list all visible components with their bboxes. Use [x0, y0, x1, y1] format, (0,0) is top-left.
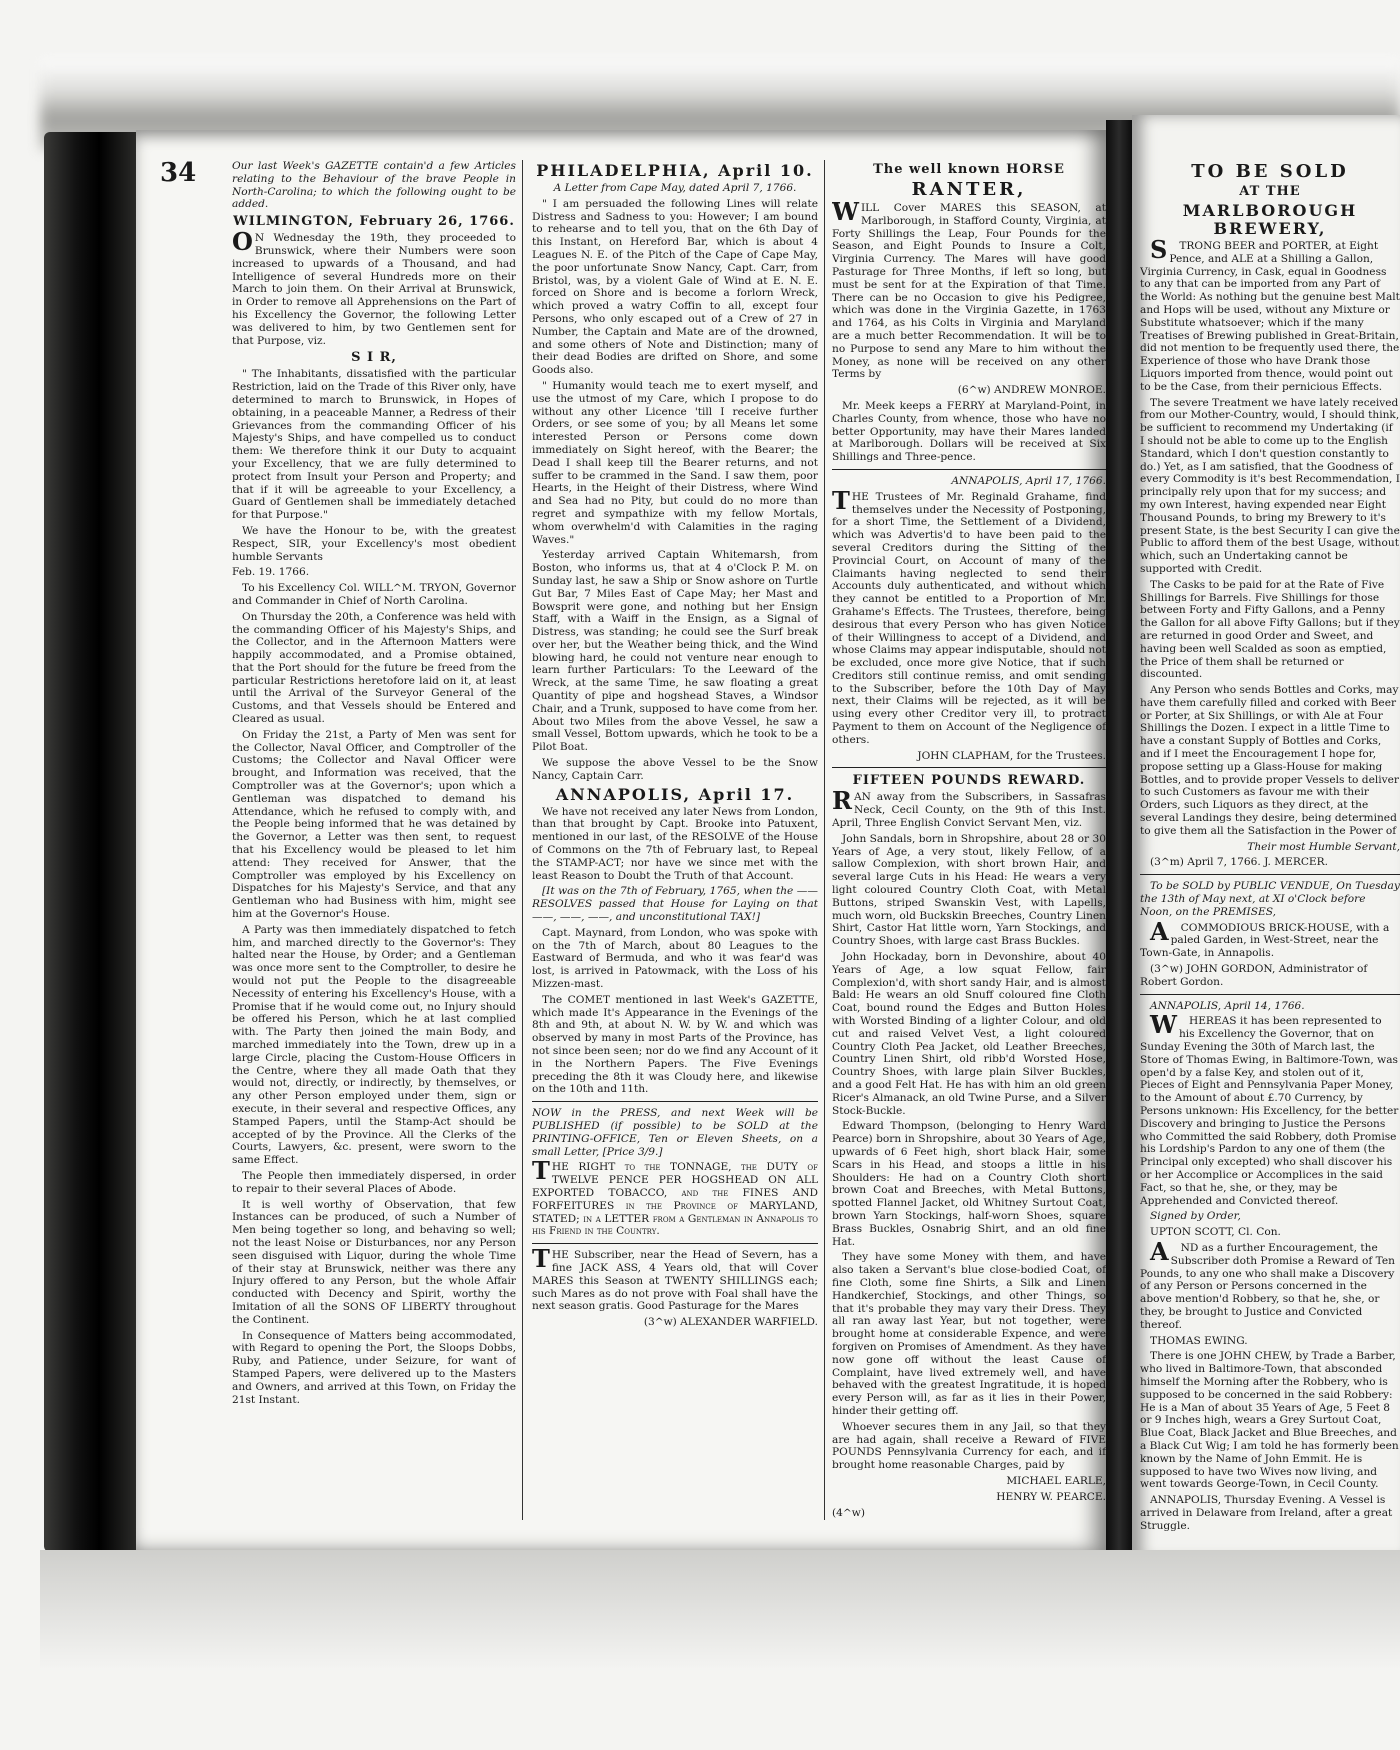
runaway-description: John Sandals, born in Shropshire, about 28 or 30 Years of Age, a very stout, likely Fellow, of a sallow Complexion, with short brown Hair, and several large Cuts in his Head: He wears a very light coloured Country Cloth Coat, with Metal Buttons, striped Swanskin Vest, with Lapells, much worn, old Buckskin Breeches, Country Linen Shirt, Castor Hat little worn, Yarn Stockings, and Country Shoes, with large cast Brass Buckles.: [832, 832, 1106, 948]
article-paragraph: We suppose the above Vessel to be the Snow Nancy, Captain Carr.: [532, 757, 818, 782]
dateline-annapolis: ANNAPOLIS, April 17.: [555, 784, 795, 804]
section-rule: [532, 1101, 818, 1102]
runaway-description: They have some Money with them, and have also taken a Servant's blue close-bodied Coat, of fine Cloth, some fine Shirts, a Silk and Linen Handkerchief, Stockings, and other Things, so that it's probable they may vary their Dress. They all ran away last Year, but not together, were brought home at considerable Expence, and were forgiven on Promises of Amendment. As they have now gone off without the least Cause of Complaint, have lived extremely well, and have behaved with the greatest Ingratitude, it is hoped every Person will, as far as it lies in their Power, hinder their getting off.: [832, 1251, 1106, 1417]
advert-signature: HENRY W. PEARCE.: [996, 1490, 1106, 1503]
advert-signature: Their most Humble Servant,: [1247, 840, 1400, 853]
advert-signature: (3^m) April 7, 1766. J. MERCER.: [1150, 856, 1329, 869]
article-paragraph: The COMET mentioned in last Week's GAZETTE, which made It's Appearance in the Evenings of the 8th and 9th, at about N. W. by W. and which was observed by many in most Parts of the Province, has not since been seen; nor do we find any Account of it in the Northern Papers. The Five Evenings preceding the 8th it was Cloudy here, and likewise on the 10th and 11th.: [532, 993, 818, 1096]
letter-text: " The Inhabitants, dissatisfied with the particular Restriction, laid on the Trade of this River only, have determined to march to Brunswick, in Hopes of obtaining, in a peaceable Manner, a Redress of their Grievances from the commanding Officer of his Majesty's Ships, and have compelled us to conduct them: We therefore think it our Duty to acquaint your Excellency, that we are fully determined to protect from Insult your Person and Property; and that if it will be agreeable to your Excellency, a Guard of Gentlemen shall be immediately detached for that Purpose.": [232, 368, 516, 522]
press-notice: NOW in the PRESS, and next Week will be PUBLISHED (if possible) to be SOLD at the PRINTING-OFFICE, Ten or Eleven Sheets, on a small Letter, [Price 3/9.]: [532, 1107, 818, 1158]
reward-notice: AND as a further Encouragement, the Subscriber doth Promise a Reward of Ten Pounds, to any one who shall make a Discovery of any Person or Persons concerned in the above mention'd Robbery, so that he, she, or they, be brought to Justice and Convicted thereof.: [1140, 1236, 1396, 1331]
article-paragraph: In Consequence of Matters being accommodated, with Regard to opening the Port, the Sloops Dobbs, Ruby, and Patience, under Seizure, for want of Stamped Papers, were delivered up to the Masters and Owners, and arrived at this Town, on Friday the 21st Instant.: [232, 1329, 516, 1406]
letter-closing: We have the Honour to be, with the greatest Respect, SIR, your Excellency's most obedient humble Servants: [232, 524, 516, 563]
advert-signature: THOMAS EWING.: [1150, 1334, 1248, 1347]
letter-date: Feb. 19. 1766.: [232, 566, 310, 579]
news-item: ANNAPOLIS, Thursday Evening. A Vessel is arrived in Delaware from Ireland, after a great Struggle.: [1140, 1494, 1393, 1532]
column-rule: [522, 160, 523, 1520]
bottom-edge: [40, 1550, 1400, 1750]
runaway-description: Edward Thompson, (belonging to Henry Ward Pearce) born in Shropshire, about 30 Years of Age, upwards of 6 Feet high, short black Hair, some Scars in his Head, and stoops a little in his Shoulders: He had on a Country Cloth short brown Coat and Breeches, with Metal Buttons, spotted Flannel Jacket, old Whitney Surtout Coat, brown Yarn Stockings, half-worn Shoes, square Brass Buckles, Osnabrig Shirt, and an old fine Hat.: [832, 1120, 1106, 1248]
column-1: [232, 160, 516, 1520]
dateline-annapolis: ANNAPOLIS, April 17, 1766.: [951, 474, 1106, 487]
vendue-heading: To be SOLD by PUBLIC VENDUE, On Tuesday the 13th of May next, at XI o'Clock before Noon, on the PREMISES,: [1140, 880, 1400, 918]
article-paragraph: On Friday the 21st, a Party of Men was sent for the Collector, Naval Officer, and Comptroller of the Customs; the Collector and Naval Officer were brought, and Information was received, that the Comptroller was at the Governor's; upon which a Gentleman was dispatched to demand his Attendance, which he refused to comply with, and the People being informed that he was detained by the Governor, a Letter was then sent, to request that his Excellency would be pleased to let him attend: They received for Answer, that the Comptroller was employed by his Excellency on Dispatches for his Majesty's Service, and that any Gentleman who had Business with him, might see him at the Governor's House.: [232, 728, 516, 921]
article-paragraph: The People then immediately dispersed, in order to repair to their several Places of Abode.: [232, 1169, 516, 1195]
article-paragraph: " Humanity would teach me to exert myself, and use the utmost of my Care, which I propose to do without any other Licence 'till I receive further Orders, or see some of you; by all Means let some interested Person or Persons come down immediately on Sight hereof, with the Bearer; the Dead I shall keep till the Bearer returns, and not suffer to be crammed in the Sand. I saw them, poor Hearts, in the Height of their Distress, where Wind and Sea had no Pity, but could do no more than regret and sympathize with my fellow Mortals, whom overwhelm'd with Calamities in the raging Waves.": [532, 379, 818, 546]
vendue-notice: ACOMMODIOUS BRICK-HOUSE, with a paled Garden, in West-Street, near the Town-Gate, in Annapolis.: [1140, 916, 1390, 960]
section-rule: [832, 767, 1106, 768]
runaway-description: Whoever secures them in any Jail, so that they are had again, shall receive a Reward of FIVE POUNDS Pennsylvania Currency for each, and if brought home reasonable Charges, paid by: [832, 1420, 1106, 1472]
article-paragraph: Capt. Maynard, from London, who was spoke with on the 7th of March, about 80 Leagues to the Eastward of Bermuda, and who it was fear'd was lost, is arrived in Patowmack, with the Loss of his Mizzen-mast.: [532, 926, 818, 991]
runaway-description: John Hockaday, born in Devonshire, about 40 Years of Age, a low squat Fellow, fair Complexion'd, with short sandy Hair, and is almost Bald: He wears an old Snuff coloured fine Cloth Coat, bound round the Edges and Button Holes with Worsted Binding of a lighter Colour, and old cut and raised Velvet Vest, a light coloured Country Cloth Pea Jacket, old Leather Breeches, Country Linen Shirt, old ribb'd Worsted Hose, Country Shoes, with large plain Silver Buckles, and a good Felt Hat. He has with him an old green Ricer's Almanack, an old Twine Purse, and a Silver Stock-Buckle.: [832, 951, 1106, 1117]
article-paragraph: Yesterday arrived Captain Whitemarsh, from Boston, who informs us, that at 4 o'Clock P. M. on Sunday last, he saw a Ship or Snow ashore on Turtle Gut Bar, 7 Miles East of Cape May; her Mast and Bowsprit were gone, and nothing but her Ensign Staff, with a Waiff in the Ensign, as a Signal of Distress, was standing; he could see the Surf break over her, but the Weather being thick, and the Wind blowing hard, he could not venture near enough to learn further Particulars: To the Leeward of the Wreck, at the same Time, he saw floating a great Quantity of pipe and hogshead Staves, a Windsor Chair, and a Trunk, supposed to have come from her. About two Miles from the above Vessel, he saw a small Vessel, Bottom upwards, which he took to be a Pilot Boat.: [532, 549, 818, 754]
page-gutter: [1106, 120, 1132, 1560]
trustees-notice: THE Trustees of Mr. Reginald Grahame, find themselves under the Necessity of Postponing, for a short Time, the Settlement of a Dividend, which was Advertis'd to have been paid to the several Creditors during the Sitting of the Provincial Court, on Account of many of the Claimants having neglected to send their Accounts duly authenticated, and without which they cannot be entitled to a Proportion of Mr. Grahame's Effects. The Trustees, therefore, being desirous that every Person who has given Notice of their Willingness to accept of a Dividend, and whose Claims may appear indisputable, should not be excluded, once more give Notice, that if such Creditors still continue remiss, and omit sending to the Subscriber, before the 10th Day of May next, their Claims will be rejected, as it will be using every other Creditor very ill, to protract Payment to them on Account of the Negligence of others.: [832, 485, 1106, 746]
horse-advert: WILL Cover MARES this SEASON, at Marlborough, in Stafford County, Virginia, at Forty Shillings the Leap, Four Pounds for the Season, and Eight Pounds to Insure a Colt, Virginia Currency. The Mares will have good Pasturage for Three Months, if left so long, but must be sent for at the Expiration of that Time. There can be no Occasion to give his Pedigree, which was done in the Virginia Gazette, in 1763 and 1764, as his Colts in Virginia and Maryland are a much better Recommendation. It will be to no Purpose to send any Mare to him without the Money, as none will be received on any other Terms by: [832, 197, 1106, 381]
column-2: [532, 160, 818, 1520]
advert-signature: (3^w) JOHN GORDON, Administrator of Robert Gordon.: [1140, 963, 1368, 988]
right-page-column: [1140, 160, 1400, 1550]
column-3: [832, 160, 1106, 1520]
brewery-advert: Any Person who sends Bottles and Corks, may have them carefully filled and corked with Beer or Porter, at Six Shillings, or with Ale at Four Shillings the Dozen. I expect in a little Time to have a constant Supply of Bottles and Corks, and if I meet the Encouragement I hope for, propose setting up a Glass-House for making Bottles, and to provide proper Vessels to deliver to such Customers as favour me with their Orders, such Liquors as they direct, at the several Landings they desire, being determined to give them all the Satisfaction in the Power of: [1140, 684, 1399, 837]
section-rule: [832, 469, 1106, 470]
letter-heading: A Letter from Cape May, dated April 7, 1766.: [553, 182, 797, 194]
page-number: 34: [160, 158, 197, 188]
brewery-name: MARLBOROUGH BREWERY,: [1182, 201, 1358, 238]
horse-advert-heading: The well known HORSE: [873, 162, 1065, 177]
advert-signature: MICHAEL EARLE,: [1006, 1474, 1106, 1487]
insertion-mark: (4^w): [832, 1506, 865, 1519]
suspect-description: There is one JOHN CHEW, by Trade a Barber, who lived in Baltimore-Town, that absconded himself the Morning after the Robbery, who is supposed to be concerned in the said Robbery: He is a Man of about 35 Years of Age, 5 Feet 8 or 9 Inches high, wears a Grey Surtout Coat, Blue Coat, Black Jacket and Blue Breeches, and a Black Cut Wig; I am told he has formerly been known by the Name of John Emmit. He is supposed to have two Wives now living, and went towards George-Town, in Cecil County.: [1140, 1350, 1399, 1491]
advert-signature: (6^w) ANDREW MONROE.: [957, 384, 1106, 397]
article-paragraph: We have not received any later News from London, than that brought by Capt. Brooke into Patuxent, mentioned in our last, of the RESOLVE of the House of Commons on the 7th of February last, to Repeal the STAMP-ACT; nor have we since met with the least Reason to Doubt the Truth of that Account.: [532, 805, 818, 882]
advert-signature: UPTON SCOTT, Cl. Con.: [1150, 1226, 1281, 1239]
column-rule: [824, 160, 825, 1520]
advert-signature: JOHN CLAPHAM, for the Trustees.: [917, 749, 1106, 762]
bracketed-note: [It was on the 7th of February, 1765, when the —— RESOLVES passed that House for Laying on that ——, ——, ——, and unconstitutional TAX!]: [532, 885, 818, 924]
article-paragraph: A Party was then immediately dispatched to fetch him, and marched directly to the Governor's: They halted near the House, by Order; and a Gentleman was once more sent to the Comptroller, to desire he would not put the People to the disagreeable Necessity of entering his Excellency's House, with a Promise that if he would come out, no Injury should be offered his Person, which he at last complied with. The Party then joined the main Body, and marched immediately into the Town, drew up in a large Circle, placing the Custom-House Officers in the Centre, where they all made Oath that they would not, directly, or indirectly, by themselves, or any other Person employed under them, sign or execute, in their several and respective Offices, any Stamped Papers, until the Stamp-Act should be accepted of by the Province. All the Clerks of the Courts, Lawyers, &c. present, were sworn to the same Effect.: [232, 923, 516, 1167]
advert-signature: (3^w) ALEXANDER WARFIELD.: [643, 1316, 818, 1329]
reward-heading: FIFTEEN POUNDS REWARD.: [852, 773, 1086, 789]
robbery-notice: WHEREAS it has been represented to his Excellency the Governor, that on Sunday Evening the 30th of March last, the Store of Thomas Ewing, in Baltimore-Town, was open'd by a false Key, and stolen out of it, Pieces of Eight and Pennsylvania Paper Money, to the Amount of about £.70 Currency, by Persons unknown: His Excellency, for the better Discovery and bringing to Justice the Persons who Committed the said Robbery, doth Promise his Lordship's Pardon to any one of them (the Principal only excepted) who shall discover his or her Accomplice or Accomplices in the said Fact, so that he, she, or they, may be Apprehended and Convicted thereof.: [1140, 1010, 1399, 1207]
article-paragraph: " I am persuaded the following Lines will relate Distress and Sadness to you: However; I am bound to rehearse and to tell you, that on the 6th Day of this Instant, on Hereford Bar, which is about 4 Leagues N. E. of the Pitch of the Cape of Cape May, the poor unfortunate Snow Nancy, Capt. Carr, from Bristol, was, by a violent Gale of Wind at E. N. E. forced on Shore and is become a forlorn Wreck, which proved a watry Coffin to all, except four Persons, who only escaped out of a Crew of 27 in Number, the Captain and Mate are of the drowned, and some others of Note and Distinction; many of their dead Bodies are drifted on Shore, and some Goods also.: [532, 197, 818, 377]
dateline-philadelphia: PHILADELPHIA, April 10.: [536, 161, 814, 180]
dateline-annapolis: ANNAPOLIS, April 14, 1766.: [1150, 999, 1305, 1012]
runaway-notice: RAN away from the Subscribers, in Sassafras Neck, Cecil County, on the 9th of this Inst. April, Three English Convict Servant Men, viz.: [832, 786, 1106, 830]
section-rule: [1140, 874, 1400, 875]
brewery-advert: The Casks to be paid for at the Rate of Five Shillings for Barrels. Five Shillings for those between Forty and Fifty Gallons, and a Penny the Gallon for all above Fifty Gallons; but if they are returned in good Order and Sweet, and having been well Scalded as soon as emptied, the Price of them shall be returned or discounted.: [1140, 578, 1400, 681]
book-binding: [44, 132, 136, 1552]
letter-address: To his Excellency Col. WILL^M. TRYON, Governor and Commander in Chief of North Carolina.: [232, 582, 516, 607]
jack-ass-advert: THE Subscriber, near the Head of Severn, has a fine JACK ASS, 4 Years old, that will Cover MARES this Season at TWENTY SHILLINGS each; such Mares as do not prove with Foal shall have the next season gratis. Good Pasturage for the Mares: [532, 1244, 818, 1313]
publication-title: THE RIGHT to the TONNAGE, the DUTY of TWELVE PENCE PER HOGSHEAD ON ALL EXPORTED TOBACCO, and the FINES AND FORFEITURES in the Province of MARYLAND, STATED; in a LETTER from a Gentleman in Annapolis to his Friend in the Country.: [532, 1156, 818, 1238]
brewery-heading: TO BE SOLD: [1191, 161, 1349, 182]
ferry-notice: Mr. Meek keeps a FERRY at Maryland-Point, in Charles County, from whence, those who have no better Opportunity, may have their Mares landed at Marlborough. Dollars will be received at Six Shillings and Three-pence.: [832, 399, 1106, 464]
brewery-advert: The severe Treatment we have lately received from our Mother-Country, would, I should think, be sufficient to recommend my Undertaking (if I should not be able to come up to the English Standard, which I don't question constantly to do.) Yet, as I am satisfied, that the Goodness of every Commodity is it's best Recommendation, I principally rely upon that for my success; and my own Interest, having expended near Eight Thousand Pounds, to bring my Brewery to it's present State, is the best Security I can give the Public to afford them of the best Usage, without which, such an Undertaking cannot be supported with Credit.: [1140, 396, 1400, 575]
article-paragraph: On Thursday the 20th, a Conference was held with the commanding Officer of his Majesty's Ships, and the Collector, and in the Afternoon Matters were happily accommodated, and a Promise obtained, that the Port should for the future be freed from the particular Restrictions heretofore laid on it, at least until the Arrival of the Surveyor General of the Customs, and that Vessels should be Entered and Cleared as usual.: [232, 610, 516, 726]
horse-name: RANTER,: [911, 179, 1027, 200]
intro-note: Our last Week's GAZETTE contain'd a few Articles relating to the Behaviour of the brave People in North-Carolina; to which the following ought to be added.: [232, 160, 516, 211]
brewery-advert: STRONG BEER and PORTER, at Eight Pence, and ALE at a Shilling a Gallon, Virginia Currency, in Cask, equal in Goodness to any that can be imported from any Part of the World: As nothing but the genuine best Malt and Hops will be used, without any Mixture or Substitute whatsoever; which if the many Treatises of Brewing published in Great-Britain, did not mention to be frequently used there, the Experience of those who have Drank those Liquors imported from thence, would point out to be the Case, from their pernicious Effects.: [1140, 235, 1400, 393]
signed-by-order: Signed by Order,: [1150, 1210, 1241, 1223]
dateline-wilmington: WILMINGTON, February 26, 1766.: [233, 214, 515, 230]
section-rule: [532, 1243, 818, 1244]
salutation: S I R,: [351, 350, 397, 366]
brewery-heading: AT THE: [1239, 184, 1301, 199]
article-paragraph: It is well worthy of Observation, that few Instances can be produced, of such a Number of Men being together so long, and behaving so well; not the least Noise or Disturbances, nor any Person seen disguised with Liquor, during the whole Time of their stay at Brunswick, neither was there any Injury offered to any Person, but the whole Affair conducted with Decency and Spirit, worthy the Imitation of all the SONS OF LIBERTY throughout the Continent.: [232, 1198, 516, 1326]
article-paragraph: ON Wednesday the 19th, they proceeded to Brunswick, where their Numbers were soon increased to upwards of a Thousand, and had Intelligence of several Hundreds more on their March to join them. On their Arrival at Brunswick, in Order to remove all Apprehensions on the Part of his Excellency the Governor, the following Letter was delivered to him, by two Gentlemen sent for that Purpose, viz.: [232, 227, 516, 347]
section-rule: [1140, 994, 1400, 995]
